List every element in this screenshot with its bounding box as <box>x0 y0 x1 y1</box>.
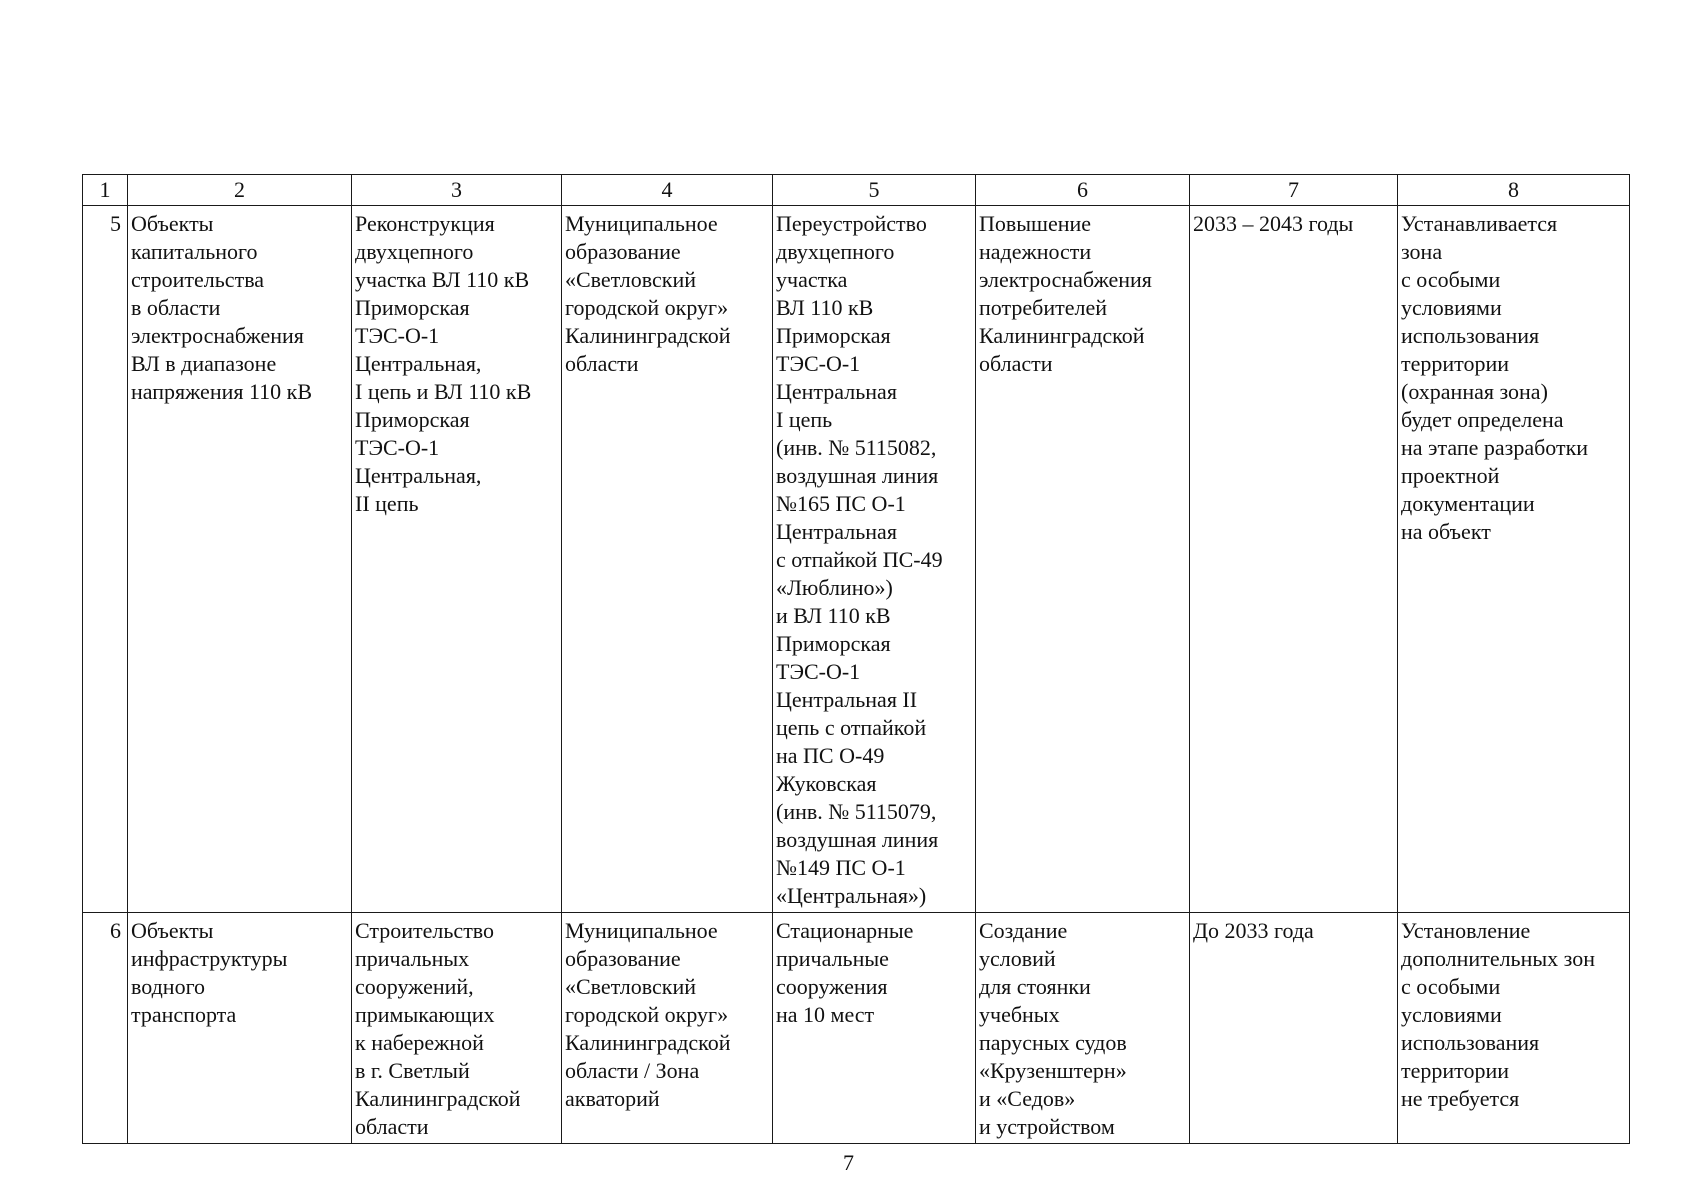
period-cell: До 2033 года <box>1190 913 1398 1144</box>
header-col-1: 1 <box>83 175 128 206</box>
page-number: 7 <box>843 1150 854 1175</box>
period-cell: 2033 – 2043 годы <box>1190 206 1398 913</box>
object-type-cell: Объекты инфраструктуры водного транспорта <box>128 913 352 1144</box>
header-col-5: 5 <box>773 175 976 206</box>
object-name-cell: Реконструкция двухцепного участка ВЛ 110 кВ Приморская ТЭС-О-1 Центральная, I цепь и ВЛ 110 кВ Приморская ТЭС-О-1 Центральная, II цепь <box>352 206 562 913</box>
characteristics-cell: Переустройство двухцепного участка ВЛ 110 кВ Приморская ТЭС-О-1 Центральная I цепь (инв. № 5115082, воздушная линия №165 ПС О-1 Центральная с отпайкой ПС-49 «Люблино») и ВЛ 110 кВ Приморская ТЭС-О-1 Центральная II цепь с отпайкой на ПС О-49 Жуковская (инв. № 5115079, воздушная линия №149 ПС О-1 «Центральная») <box>773 206 976 913</box>
header-col-6: 6 <box>976 175 1190 206</box>
row-number: 6 <box>83 913 128 1144</box>
planning-table <box>82 174 1630 1144</box>
header-row <box>83 175 1630 206</box>
row-number: 5 <box>83 206 128 913</box>
table-row <box>83 206 1630 913</box>
location-cell: Муниципальное образование «Светловский городской округ» Калининградской области / Зона акваторий <box>562 913 773 1144</box>
table-row <box>83 913 1630 1144</box>
header-col-7: 7 <box>1190 175 1398 206</box>
header-col-4: 4 <box>562 175 773 206</box>
characteristics-cell: Стационарные причальные сооружения на 10 мест <box>773 913 976 1144</box>
table-header <box>83 175 1630 206</box>
header-col-3: 3 <box>352 175 562 206</box>
purpose-cell: Создание условий для стоянки учебных парусных судов «Крузенштерн» и «Седов» и устройством <box>976 913 1190 1144</box>
object-type-cell: Объекты капитального строительства в области электроснабжения ВЛ в диапазоне напряжения 110 кВ <box>128 206 352 913</box>
header-col-2: 2 <box>128 175 352 206</box>
zones-cell: Установление дополнительных зон с особыми условиями использования территории не требуется <box>1398 913 1630 1144</box>
zones-cell: Устанавливается зона с особыми условиями использования территории (охранная зона) будет определена на этапе разработки проектной документации на объект <box>1398 206 1630 913</box>
header-col-8: 8 <box>1398 175 1630 206</box>
object-name-cell: Строительство причальных сооружений, примыкающих к набережной в г. Светлый Калининградской области <box>352 913 562 1144</box>
location-cell: Муниципальное образование «Светловский городской округ» Калининградской области <box>562 206 773 913</box>
purpose-cell: Повышение надежности электроснабжения потребителей Калининградской области <box>976 206 1190 913</box>
